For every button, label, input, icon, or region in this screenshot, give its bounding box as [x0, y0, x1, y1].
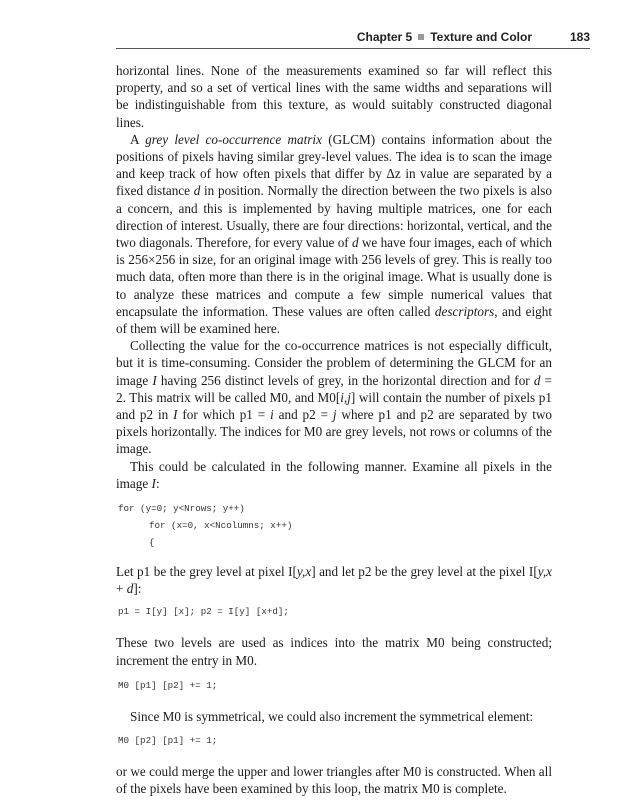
math-var: y,x	[537, 564, 552, 580]
running-header	[116, 30, 590, 48]
text-run: Collecting the value for the co-occurrence matrices is not especially difficult, but it is time-consuming. Consider the problem of determining the GLCM for an image	[116, 338, 552, 388]
term-glcm: grey level co-occurrence matrix	[145, 131, 322, 147]
math-var: j	[332, 407, 337, 423]
code-block-loop	[118, 500, 552, 551]
text-run: ] and let p2 be the grey level at the pixel I[	[311, 564, 538, 580]
math-var: i	[270, 407, 274, 423]
text-run: A	[130, 131, 146, 147]
paragraph-1: horizontal lines. None of the measurements examined so far will reflect this property, and so a set of vertical lines with the same widths and separations will be indistinguishable from this texture, as would suitably constructed diagonal lines.	[116, 63, 552, 130]
math-var: d	[193, 183, 201, 199]
separator-square-icon	[418, 34, 424, 40]
code-line: {	[149, 537, 155, 549]
text-run: ]:	[133, 581, 142, 597]
text-run: = 2. This matrix will be called M0, and M0[	[116, 372, 552, 405]
code-block-symmetric: M0 [p2] [p1] += 1;	[118, 735, 218, 747]
page-number: 183	[569, 30, 590, 44]
text-run: and p2 =	[273, 407, 333, 423]
text-run: for which p1 =	[177, 407, 271, 423]
header-rule	[116, 48, 590, 49]
text-run: ] will contain the number of pixels p1 and p2 in	[116, 389, 552, 423]
text-run: in position. Normally the direction between the two pixels is also a concern, and this is implemented by having multiple matrices, one for each direction of interest. Usually, there are four directions: horizontal, vertical, and the two diagonals. Therefore, for every value of	[116, 183, 552, 251]
code-line: for (y=0; y<Nrows; y++)	[118, 503, 245, 515]
code-line: for (x=0, x<Ncolumns; x++)	[149, 520, 293, 532]
paragraph-8: or we could merge the upper and lower triangles after M0 is constructed. When all of the pixels have been examined by this loop, the matrix M0 is complete.	[116, 764, 552, 797]
math-var: d	[533, 372, 541, 388]
code-block-increment: M0 [p1] [p2] += 1;	[118, 679, 218, 691]
math-var: d	[126, 581, 134, 597]
text-run: we have four images, each of which is 256×256 in size, for an original image with 256 levels of grey. This is really too much data, often more than there is in the original image. What is usually done is to analyze these matrices and compute a few simple numerical values that encapsulate the information. These values are often called	[116, 235, 552, 319]
paragraph-4	[116, 458, 552, 492]
term-descriptors: descriptors	[434, 303, 495, 319]
text-run: (GLCM) contains information about the positions of pixels having similar grey-level values. The idea is to scan the image and keep track of how often pixels that differ by Δz in value are separated by a fixed distance	[116, 131, 552, 199]
text-run: having 256 distinct levels of grey, in the horizontal direction and for	[156, 372, 534, 388]
math-var: I	[152, 372, 157, 388]
paragraph-5	[116, 563, 552, 597]
math-var: y,x	[296, 564, 312, 580]
math-var: I	[151, 475, 156, 491]
page-body	[116, 62, 552, 798]
text-run: where p1 and p2 are separated by two pixels horizontally. The indices for M0 are grey levels, not rows or columns of the image.	[116, 407, 552, 457]
running-title	[357, 30, 532, 44]
text-run: , and eight of them will be examined here.	[116, 303, 552, 337]
text-run: +	[116, 581, 127, 597]
text-run: Let p1 be the grey level at pixel I[	[116, 564, 297, 580]
paragraph-7: Since M0 is symmetrical, we could also increment the symmetrical element:	[130, 708, 534, 724]
paragraph-6: These two levels are used as indices into the matrix M0 being constructed; increment the entry in M0.	[116, 635, 552, 668]
text-run: :	[155, 475, 160, 491]
paragraph-2	[116, 131, 552, 337]
code-block-assign: p1 = I[y] [x]; p2 = I[y] [x+d];	[118, 606, 289, 618]
math-var: I	[173, 407, 178, 423]
chapter-title: Texture and Color	[430, 30, 532, 44]
chapter-label: Chapter 5	[356, 30, 413, 44]
math-var: i,j	[340, 389, 351, 405]
math-var: d	[352, 235, 359, 251]
text-run: This could be calculated in the following manner. Examine all pixels in the image	[116, 458, 552, 491]
paragraph-3	[116, 337, 552, 457]
